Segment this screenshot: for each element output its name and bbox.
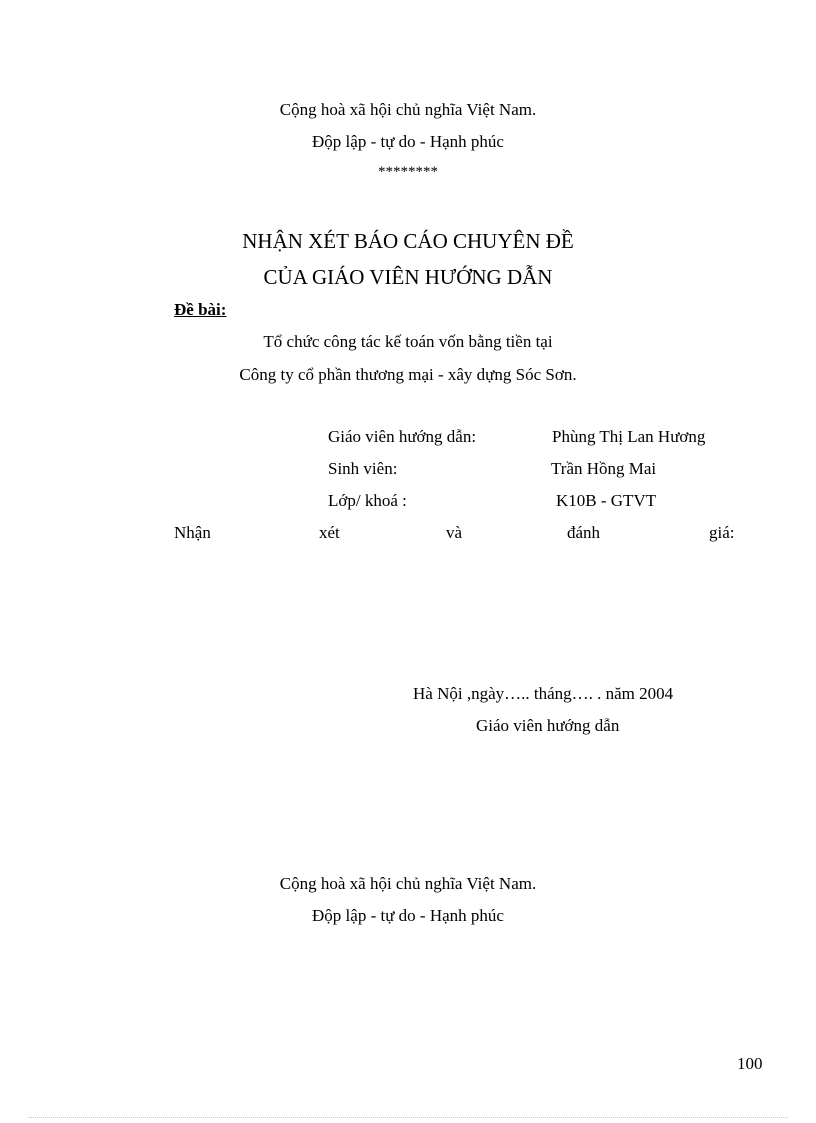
topic-label: Đề bài:	[174, 300, 227, 319]
star-separator: ********	[378, 164, 438, 180]
class-value: K10B - GTVT	[556, 491, 657, 510]
evaluation-word: giá:	[709, 523, 735, 542]
signature-role: Giáo viên hướng dẫn	[476, 716, 620, 735]
advisor-label: Giáo viên hướng dẫn:	[328, 427, 477, 446]
footer-motto-line1: Cộng hoà xã hội chủ nghĩa Việt Nam.	[279, 874, 537, 893]
page-number: 100	[737, 1054, 763, 1073]
report-title-line2: CỦA GIÁO VIÊN HƯỚNG DẪN	[263, 265, 553, 289]
national-motto-line2: Độp lập - tự do - Hạnh phúc	[312, 132, 504, 151]
footer-motto-line2: Độp lập - tự do - Hạnh phúc	[312, 906, 504, 925]
class-label: Lớp/ khoá :	[328, 491, 407, 510]
topic-line1: Tổ chức công tác kế toán vốn bằng tiền tại	[263, 332, 553, 351]
student-value: Trần Hồng Mai	[551, 459, 657, 478]
topic-line2: Công ty cổ phần thương mại - xây dựng Sóc Sơn.	[239, 365, 577, 384]
student-label: Sinh viên:	[328, 459, 398, 478]
evaluation-word: xét	[319, 523, 340, 542]
page-bottom-rule	[28, 1117, 788, 1118]
national-motto-line1: Cộng hoà xã hội chủ nghĩa Việt Nam.	[279, 100, 537, 119]
report-title-line1: NHẬN XÉT BÁO CÁO CHUYÊN ĐỀ	[242, 229, 574, 253]
evaluation-word: Nhận	[174, 523, 211, 542]
evaluation-word: đánh	[567, 523, 601, 542]
signature-date: Hà Nội ,ngày….. tháng…. . năm 2004	[413, 684, 674, 703]
evaluation-word: và	[446, 523, 463, 542]
advisor-value: Phùng Thị Lan Hương	[552, 427, 706, 446]
